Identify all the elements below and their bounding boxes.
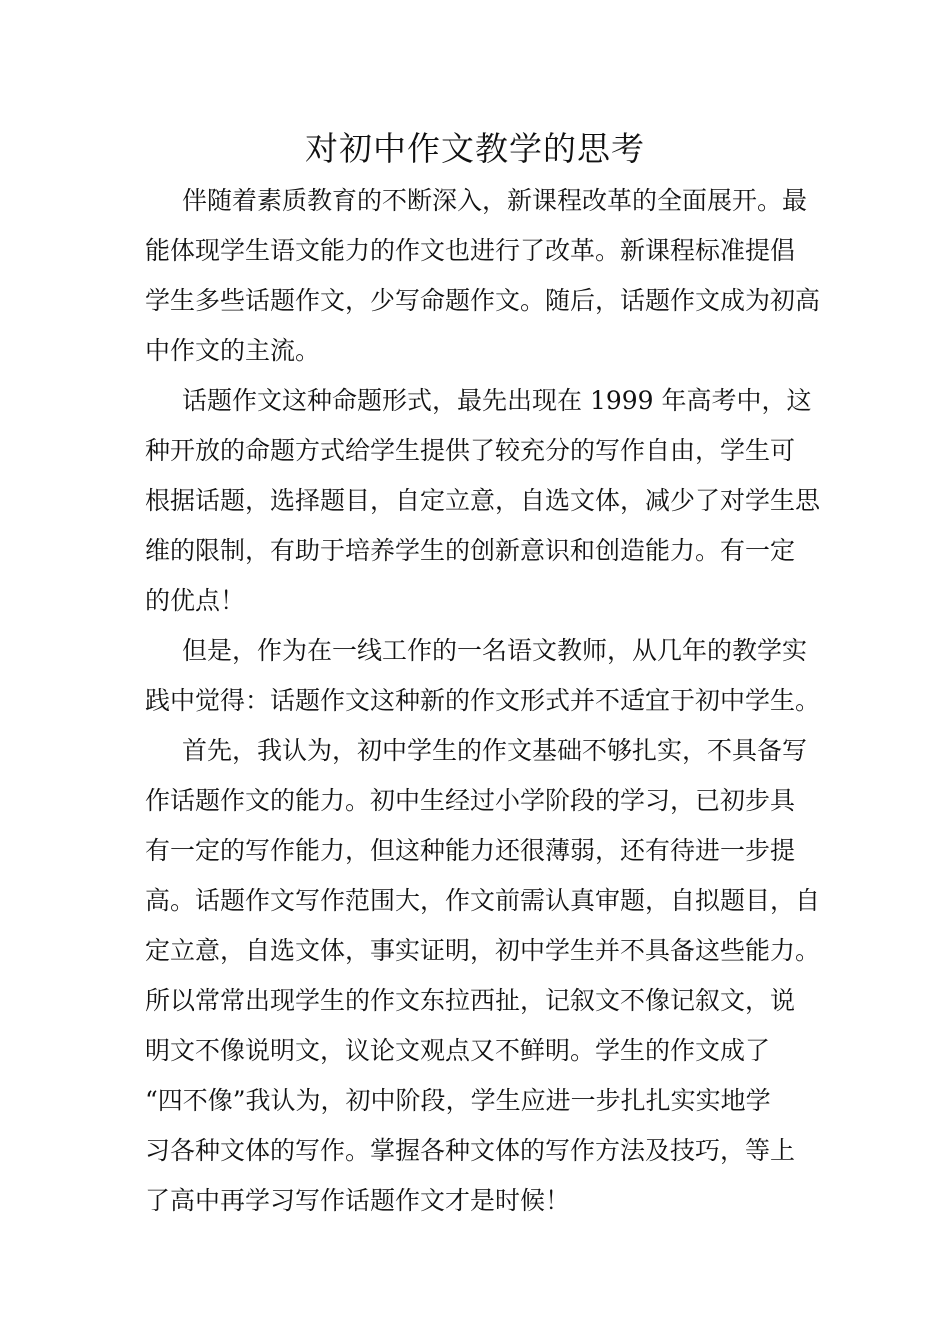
text-line: 维的限制，有助于培养学生的创新意识和创造能力。有一定: [145, 536, 796, 565]
text-line: 伴随着素质教育的不断深入，新课程改革的全面展开。最: [182, 186, 808, 215]
text-line: 所以常常出现学生的作文东拉西扯，记叙文不像记叙文，说: [145, 986, 796, 1015]
text-line: 话题作文这种命题形式，最先出现在 1999 年高考中，这: [182, 386, 812, 415]
text-line: 但是，作为在一线工作的一名语文教师，从几年的教学实: [182, 636, 808, 665]
paragraph-2: [145, 376, 821, 626]
text-line: 能体现学生语文能力的作文也进行了改革。新课程标准提倡: [145, 236, 796, 265]
document-body: [145, 176, 821, 1226]
document-title: 对初中作文教学的思考: [305, 129, 645, 168]
text-line: 中作文的主流。: [145, 336, 321, 365]
text-line: 明文不像说明文，议论文观点又不鲜明。学生的作文成了: [145, 1036, 771, 1065]
text-line: 作话题作文的能力。初中生经过小学阶段的学习，已初步具: [145, 786, 796, 815]
text-line: 首先，我认为，初中学生的作文基础不够扎实，不具备写: [182, 736, 808, 765]
paragraph-4: [145, 726, 821, 1226]
text-line: 践中觉得：话题作文这种新的作文形式并不适宜于初中学生。: [145, 686, 821, 715]
text-line: 学生多些话题作文，少写命题作文。随后，话题作文成为初高: [145, 286, 821, 315]
paragraph-1: [145, 176, 821, 376]
text-line: 定立意，自选文体，事实证明，初中学生并不具备这些能力。: [145, 936, 821, 965]
text-line: 根据话题，选择题目，自定立意，自选文体，减少了对学生思: [145, 486, 821, 515]
text-line: 高。话题作文写作范围大，作文前需认真审题，自拟题目，自: [145, 886, 821, 915]
text-line: 习各种文体的写作。掌握各种文体的写作方法及技巧，等上: [145, 1136, 796, 1165]
text-line: 有一定的写作能力，但这种能力还很薄弱，还有待进一步提: [145, 836, 796, 865]
text-line: 种开放的命题方式给学生提供了较充分的写作自由，学生可: [145, 436, 796, 465]
text-line: 的优点！: [145, 586, 246, 615]
paragraph-3: [145, 626, 821, 726]
text-line: “四不像”我认为，初中阶段，学生应进一步扎扎实实地学: [145, 1086, 771, 1115]
text-line: 了高中再学习写作话题作文才是时候！: [145, 1186, 571, 1215]
